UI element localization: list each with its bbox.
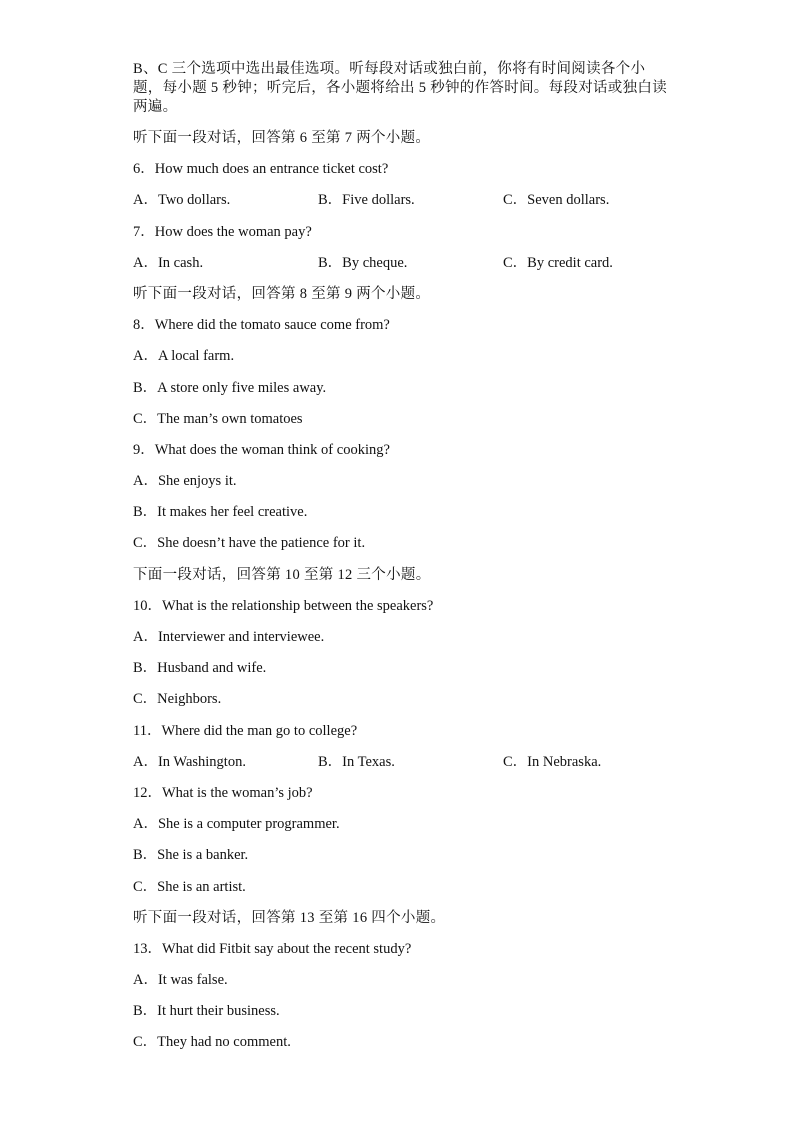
question-13: 13．What did Fitbit say about the recent study? (133, 940, 412, 957)
options-6 (133, 185, 673, 216)
option-c: C．Seven dollars. (503, 192, 610, 209)
option-a: A．In cash. (133, 254, 204, 271)
question-12: 12．What is the woman’s job? (133, 784, 313, 801)
question-9: 9．What does the woman think of cooking? (133, 441, 390, 458)
option-b: B．Husband and wife. (133, 660, 267, 677)
option-c: C．The man’s own tomatoes (133, 410, 303, 427)
option-b: B．She is a banker. (133, 847, 249, 864)
option-b: B．It hurt their business. (133, 1003, 280, 1020)
section-instructions: B、C 三个选项中选出最佳选项。听每段对话或独白前，你将有时间阅读各个小题，每小题 5 秒钟；听完后，各小题将给出 5 秒钟的作答时间。每段对话或独白读两遍。 (133, 61, 667, 115)
option-c: C．She is an artist. (133, 878, 246, 895)
option-a: A．She is a computer programmer. (133, 816, 340, 833)
option-a: A．It was false. (133, 972, 228, 989)
question-8: 8．Where did the tomato sauce come from? (133, 317, 390, 334)
dialogue-instruction: 下面一段对话，回答第 10 至第 12 三个小题。 (133, 566, 431, 583)
option-a: A．She enjoys it. (133, 473, 237, 490)
option-b: B．In Texas. (318, 753, 395, 770)
question-10: 10．What is the relationship between the speakers? (133, 597, 434, 614)
option-c: C．They had no comment. (133, 1034, 291, 1051)
options-7 (133, 248, 673, 279)
option-b: B．A store only five miles away. (133, 379, 327, 396)
option-c: C．She doesn’t have the patience for it. (133, 535, 366, 552)
options-11 (133, 747, 673, 778)
option-b: B．By cheque. (318, 254, 408, 271)
option-a: A．Two dollars. (133, 192, 231, 209)
option-c: C．By credit card. (503, 254, 613, 271)
option-a: A．Interviewer and interviewee. (133, 629, 325, 645)
option-b: B．Five dollars. (318, 192, 415, 209)
dialogue-instruction: 听下面一段对话，回答第 8 至第 9 两个小题。 (133, 285, 431, 302)
option-b: B．It makes her feel creative. (133, 504, 308, 521)
option-a: A．In Washington. (133, 753, 246, 770)
dialogue-instruction: 听下面一段对话，回答第 6 至第 7 两个小题。 (133, 130, 431, 146)
question-11: 11．Where did the man go to college? (133, 722, 358, 739)
option-a: A．A local farm. (133, 348, 235, 365)
option-c: C．In Nebraska. (503, 753, 602, 770)
question-7: 7．How does the woman pay? (133, 223, 312, 240)
exam-page (133, 60, 673, 1059)
dialogue-instruction: 听下面一段对话，回答第 13 至第 16 四个小题。 (133, 909, 446, 926)
question-6: 6．How much does an entrance ticket cost? (133, 161, 389, 178)
option-c: C．Neighbors. (133, 691, 222, 708)
